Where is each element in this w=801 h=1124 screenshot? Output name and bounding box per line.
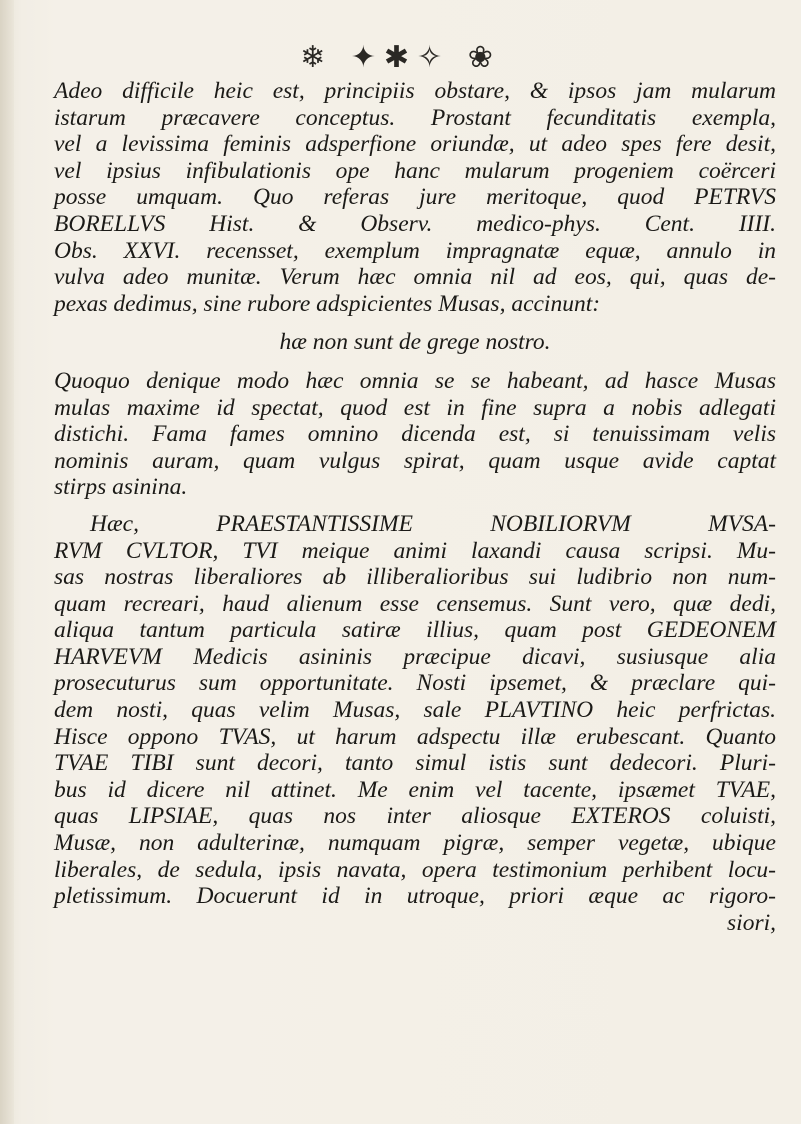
text-line: BORELLVS Hist. & Observ. medico-phys. Cent. IIII. <box>54 210 776 237</box>
text-line: TVAE TIBI sunt decori, tanto simul istis sunt dedecori. Pluri- <box>54 750 776 777</box>
text-line: stirps asinina. <box>54 474 188 501</box>
body-text <box>54 78 776 936</box>
text-line: Adeo difficile heic est, principiis obstare, & ipsos jam mularum <box>54 78 776 104</box>
text-line: bus id dicere nil attinet. Me enim vel tacente, ipsæmet TVAE, <box>54 776 776 803</box>
head-ornament: ❄ ✦✱✧ ❀ <box>300 40 501 75</box>
text-line: quas LIPSIAE, quas nos inter aliosque EXTEROS coluisti, <box>54 803 776 830</box>
text-line: RVM CVLTOR, TVI meique animi laxandi causa scripsi. Mu- <box>54 537 776 564</box>
verse-quote: hæ non sunt de grege nostro. <box>279 329 551 356</box>
page-gutter <box>0 0 14 1124</box>
text-line: prosecuturus sum opportunitate. Nosti ipsemet, & præclare qui- <box>54 670 776 697</box>
text-line: dem nosti, quas velim Musas, sale PLAVTINO heic perfrictas. <box>54 697 776 724</box>
text-line: Quoquo denique modo hæc omnia se se habeant, ad hasce Musas <box>54 367 776 394</box>
text-line: aliqua tantum particula satiræ illius, quam post GEDEONEM <box>54 617 776 644</box>
text-line: Obs. XXVI. recensset, exemplum impragnatæ equæ, annulo in <box>54 237 776 264</box>
text-line: mulas maxime id spectat, quod est in fine supra a nobis adlegati <box>54 394 776 421</box>
text-line: istarum præcavere conceptus. Prostant fecunditatis exempla, <box>54 104 776 131</box>
text-line: sas nostras liberaliores ab illiberalioribus sui ludibrio non num- <box>54 564 776 591</box>
text-line: liberales, de sedula, ipsis navata, opera testimonium perhibent locu- <box>54 856 776 883</box>
text-line: vel ipsius infibulationis ope hanc mularum progeniem coërceri <box>54 157 776 184</box>
catchword: siori, <box>727 909 776 936</box>
text-line: pexas dedimus, sine rubore adspicientes Musas, accinunt: <box>54 290 601 317</box>
text-line: Hæc, PRAESTANTISSIME NOBILIORVM MVSA- <box>90 510 776 537</box>
text-line: pletissimum. Docuerunt id in utroque, priori æque ac rigoro- <box>54 883 776 910</box>
text-line: HARVEVM Medicis asininis præcipue dicavi, susiusque alia <box>54 643 776 670</box>
text-line: Hisce oppono TVAS, ut harum adspectu illæ erubescant. Quanto <box>54 723 776 750</box>
text-line: posse umquam. Quo referas jure meritoque, quod PETRVS <box>54 184 776 211</box>
text-line: nominis auram, quam vulgus spirat, quam usque avide captat <box>54 447 776 474</box>
text-line: Musæ, non adulterinæ, numquam pigræ, semper vegetæ, ubique <box>54 830 776 857</box>
text-line: distichi. Fama fames omnino dicenda est, si tenuissimam velis <box>54 421 776 448</box>
text-line: vulva adeo munitæ. Verum hæc omnia nil ad eos, qui, quas de- <box>54 264 776 291</box>
text-line: quam recreari, haud alienum esse censemus. Sunt vero, quæ dedi, <box>54 590 776 617</box>
text-line: vel a levissima feminis adsperfione oriundæ, ut adeo spes fere desit, <box>54 131 776 158</box>
